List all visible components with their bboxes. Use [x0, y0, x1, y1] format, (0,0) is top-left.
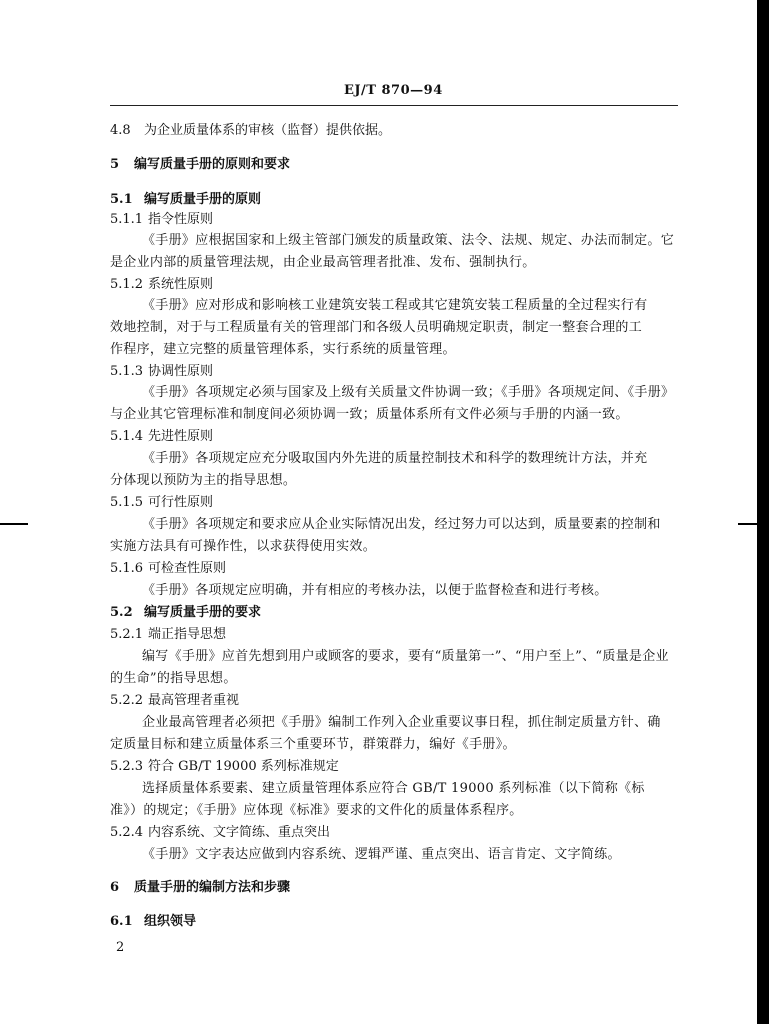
paragraph-line: 的生命”的指导思想。 [110, 671, 237, 686]
scan-border [757, 0, 769, 1024]
heading-5-2-3: 5.2.3 符合 GB/T 19000 系列标准规定 [110, 759, 339, 774]
paragraph-line: 企业最高管理者必须把《手册》编制工作列入企业重要议事日程，抓住制定质量方针、确 [142, 715, 661, 730]
paragraph-line: 《手册》各项规定和要求应从企业实际情况出发，经过努力可以达到，质量要素的控制和 [142, 517, 661, 532]
paragraph-line: 《手册》应对形成和影响核工业建筑安装工程或其它建筑安装工程质量的全过程实行有 [142, 298, 648, 313]
paragraph-line: 《手册》各项规定应明确，并有相应的考核办法，以便于监督检查和进行考核。 [142, 583, 608, 598]
heading-5-1-5: 5.1.5 可行性原则 [110, 495, 214, 510]
heading-5-1-4: 5.1.4 先进性原则 [110, 429, 214, 444]
paragraph-line: 实施方法具有可操作性，以求获得使用实效。 [110, 539, 377, 554]
paragraph-line: 与企业其它管理标准和制度间必须协调一致；质量体系所有文件必须与手册的内涵一致。 [110, 407, 629, 422]
paragraph-line: 准》）的规定；《手册》应体现《标准》要求的文件化的质量体系程序。 [110, 803, 523, 818]
paragraph-line: 是企业内部的质量管理法规，由企业最高管理者批准、发布、强制执行。 [110, 255, 536, 270]
heading-5-1-1: 5.1.1 指令性原则 [110, 212, 214, 227]
heading-5-2-4: 5.2.4 内容系统、文字简练、重点突出 [110, 825, 331, 840]
paragraph-line: 编写《手册》应首先想到用户或顾客的要求，要有“质量第一”、“用户至上”、“质量是企业 [142, 649, 669, 664]
paragraph-line: 效地控制，对于与工程质量有关的管理部门和各级人员明确规定职责，制定一整套合理的工 [110, 320, 643, 335]
heading-5-1: 5.1 编写质量手册的原则 [110, 192, 262, 207]
heading-5-2-1: 5.2.1 端正指导思想 [110, 627, 227, 642]
heading-5-2-2: 5.2.2 最高管理者重视 [110, 693, 240, 708]
heading-5-1-6: 5.1.6 可检查性原则 [110, 561, 227, 576]
fold-mark-right [738, 523, 769, 525]
paragraph-line: 《手册》各项规定应充分吸取国内外先进的质量控制技术和科学的数理统计方法，并充 [142, 451, 648, 466]
page-number: 2 [116, 940, 125, 955]
section-4-8: 4.8 为企业质量体系的审核（监督）提供依据。 [110, 123, 392, 138]
paragraph-line: 选择质量体系要素、建立质量管理体系应符合 GB/T 19000 系列标准（以下简称《标 [142, 781, 645, 796]
heading-5-2: 5.2 编写质量手册的要求 [110, 605, 262, 620]
paragraph-line: 分体现以预防为主的指导思想。 [110, 473, 297, 488]
heading-5-1-3: 5.1.3 协调性原则 [110, 364, 214, 379]
heading-6-1: 6.1 组织领导 [110, 914, 197, 929]
paragraph-line: 《手册》应根据国家和上级主管部门颁发的质量政策、法令、法规、规定、办法而制定。它 [142, 233, 675, 248]
header-code: EJ/T 870—94 [344, 83, 443, 98]
heading-5-1-2: 5.1.2 系统性原则 [110, 277, 214, 292]
paragraph-line: 《手册》各项规定必须与国家及上级有关质量文件协调一致；《手册》各项规定间、《手册》 [142, 385, 675, 400]
heading-6: 6 质量手册的编制方法和步骤 [110, 880, 291, 895]
paragraph-line: 《手册》文字表达应做到内容系统、逻辑严谨、重点突出、语言肯定、文字简练。 [142, 847, 621, 862]
paragraph-line: 定质量目标和建立质量体系三个重要环节，群策群力，编好《手册》。 [110, 737, 516, 752]
paragraph-line: 作程序，建立完整的质量管理体系，实行系统的质量管理。 [110, 342, 456, 357]
fold-mark-left [0, 523, 28, 525]
header-rule [110, 105, 678, 106]
heading-5: 5 编写质量手册的原则和要求 [110, 157, 291, 172]
